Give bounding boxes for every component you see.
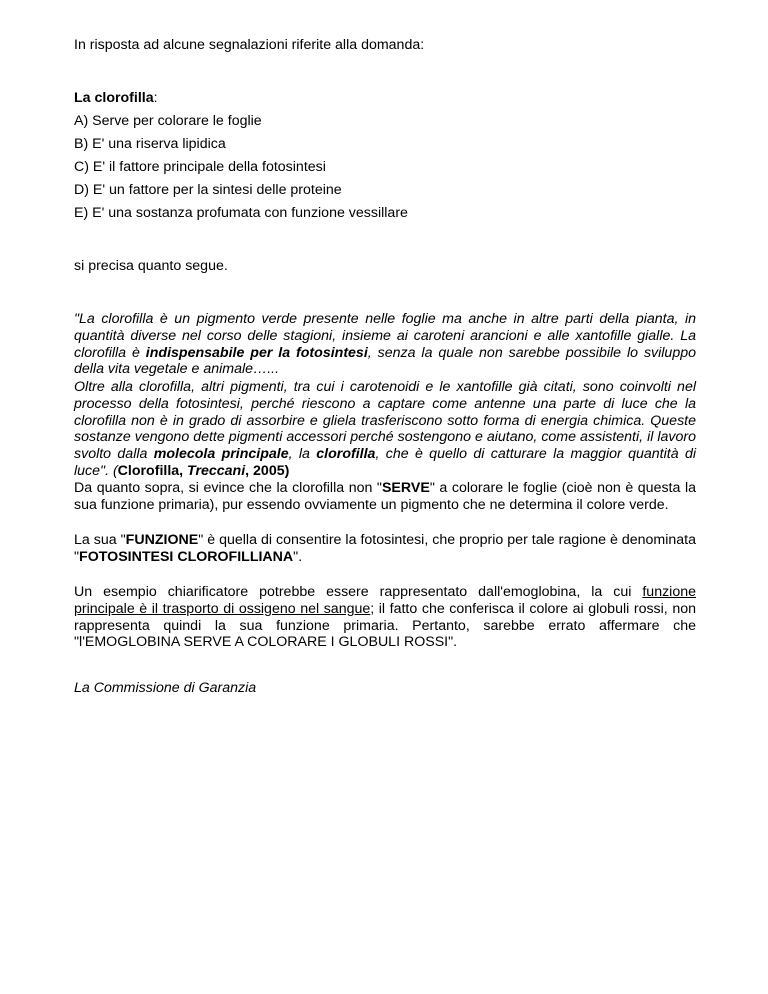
bold-funzione: FUNZIONE — [125, 532, 199, 548]
option-e: E) E' una sostanza profumata con funzione vessillare — [74, 205, 408, 221]
quote-paragraph-1: "La clorofilla è un pigmento verde presente nelle foglie ma anche in altre parti della pianta, in quantità diverse nel corso delle stagioni, insieme ai caroteni arancioni e alle xantofille gialle. La clorofilla è indispensabile per la fotosintesi, senza la quale non sarebbe possibile lo sviluppo della vita vegetale e animale…... — [74, 311, 696, 378]
precisa-text: si precisa quanto segue. — [74, 258, 228, 274]
intro-text: In risposta ad alcune segnalazioni riferite alla domanda: — [74, 37, 425, 53]
question-title: La clorofilla — [74, 90, 154, 106]
quote2-bold-clorofilla: clorofilla — [316, 446, 376, 463]
source-name: Clorofilla, — [117, 462, 188, 479]
signature: La Commissione di Garanzia — [74, 680, 257, 696]
bold-fotosintesi-clorofilliana: FOTOSINTESI CLOROFILLIANA — [79, 548, 294, 565]
option-a: A) Serve per colorare le foglie — [74, 113, 262, 129]
paragraph-emoglobina: Un esempio chiarificatore potrebbe essere rappresentato dall'emoglobina, la cui funzione principale è il trasporto di ossigeno nel sangue; il fatto che conferisca il colore ai globuli rossi, non rappresenta quindi la sua funzione primaria. Pertanto, sarebbe errato affermare che "l'EMOGLOBINA SERVE A COLORARE I GLOBULI ROSSI". — [74, 584, 696, 651]
paragraph-serve: Da quanto sopra, si evince che la clorofilla non "SERVE" a colorare le foglie (cioè non è questa la sua funzione primaria), pur essendo ovviamente un pigmento che ne determina il colore verde. — [74, 480, 696, 513]
quote1-bold-fotosintesi: indispensabile per la fotosintesi — [145, 344, 368, 361]
quote-paragraph-2: Oltre alla clorofilla, altri pigmenti, tra cui i carotenoidi e le xantofille già citati, sono coinvolti nel processo della fotosintesi, perché riescono a captare come antenne una parte di luce che la clorofilla non è in grado di assorbire e gliela trasferiscono sotto forma di energia chimica. Queste sostanze vengono dette pigmenti accessori perché sostengono e aiutano, come assistenti, il lavoro svolto dalla molecola principale, la clorofilla, che è quello di catturare la maggior quantità di luce". (Clorofilla, Treccani, 2005) — [74, 379, 696, 479]
quote2-bold-molecola: molecola principale — [153, 446, 289, 463]
question-heading — [74, 90, 158, 107]
question-colon: : — [153, 90, 158, 106]
bold-serve: SERVE — [381, 480, 430, 496]
option-d: D) E' un fattore per la sintesi delle proteine — [74, 182, 342, 198]
option-c: C) E' il fattore principale della fotosintesi — [74, 159, 326, 175]
source-publisher: Treccani — [187, 462, 246, 479]
option-b: B) E' una riserva lipidica — [74, 136, 226, 152]
underlined-funzione-principale: funzione principale è il trasporto di ossigeno nel sangue — [74, 584, 696, 617]
paragraph-funzione: La sua "FUNZIONE" è quella di consentire la fotosintesi, che proprio per tale ragione è denominata "FOTOSINTESI CLOROFILLIANA". — [74, 532, 696, 565]
source-year: , 2005) — [245, 462, 290, 479]
